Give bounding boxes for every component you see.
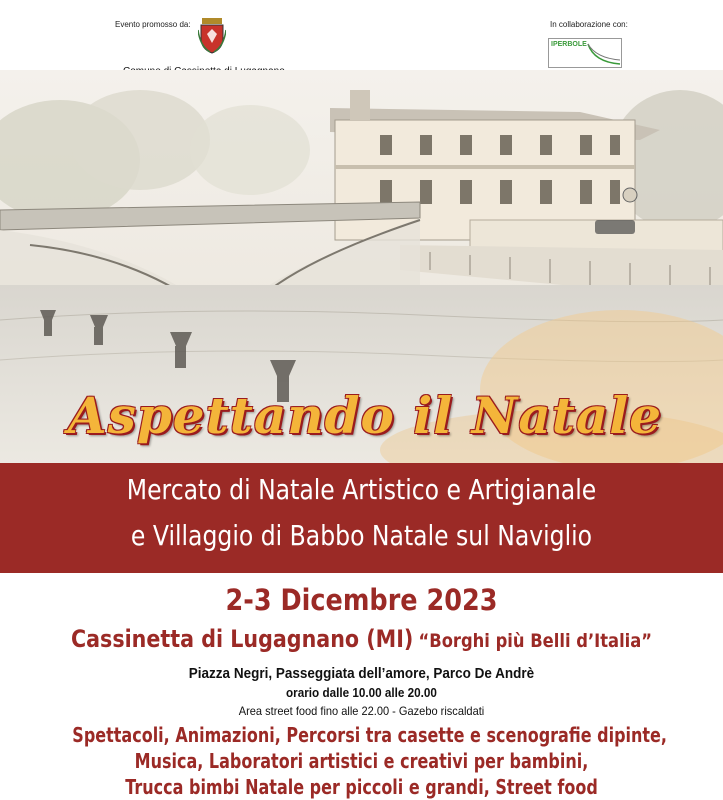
event-info — [0, 573, 723, 800]
event-places: Piazza Negri, Passeggiata dell’amore, Parco De Andrè — [188, 665, 535, 682]
event-title: Aspettando il Natale — [67, 386, 663, 445]
event-hours: orario dalle 10.00 alle 20.00 — [286, 685, 437, 700]
collaboration-label: In collaborazione con: — [550, 20, 628, 29]
municipal-crest-icon — [198, 18, 226, 54]
iperbole-logo-text: IPERBOLE — [551, 41, 587, 48]
event-date: 2-3 Dicembre 2023 — [225, 583, 498, 617]
event-location — [51, 625, 673, 653]
street-food-note: Area street food fino alle 22.00 - Gazebo riscaldati — [238, 704, 485, 718]
activities-line-1: Spettacoli, Animazioni, Percorsi tra casette e scenografie dipinte, — [72, 723, 667, 747]
town-tagline: “Borghi più Belli d’Italia” — [418, 630, 653, 652]
activities-line-3: Trucca bimbi Natale per piccoli e grandi, Street food — [125, 775, 598, 799]
subtitle-banner — [0, 463, 723, 573]
activities-line-2: Musica, Laboratori artistici e creativi per bambini, — [134, 749, 589, 773]
banner-line-1: Mercato di Natale Artistico e Artigianale — [126, 473, 597, 506]
town-name: Cassinetta di Lugagnano (MI) — [70, 625, 414, 653]
banner-line-2: e Villaggio di Babbo Natale sul Naviglio — [130, 519, 593, 552]
promoted-by-label: Evento promosso da: — [115, 20, 191, 29]
